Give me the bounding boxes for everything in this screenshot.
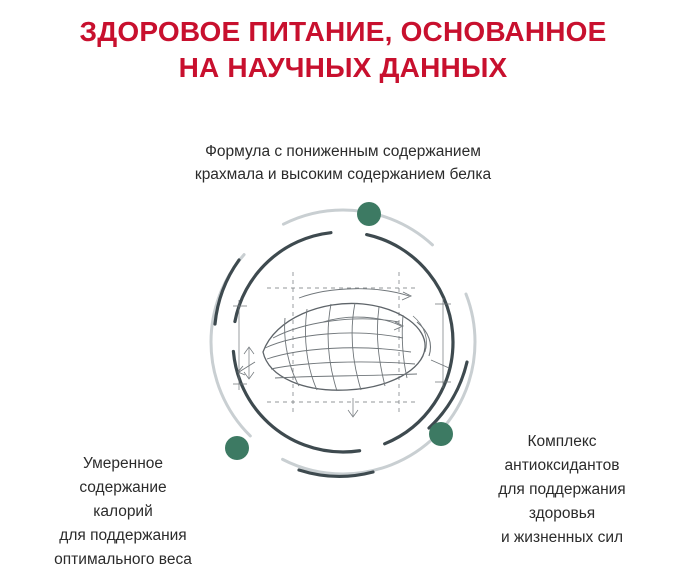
marker-top (357, 202, 381, 226)
caption-left-line-5: оптимального веса (54, 551, 192, 569)
title-line-1: ЗДОРОВОЕ ПИТАНИЕ, ОСНОВАННОЕ (79, 16, 607, 47)
circular-diagram (203, 202, 483, 482)
caption-top (0, 140, 686, 187)
caption-top-line-1: Формула с пониженным содержанием (205, 143, 481, 160)
caption-right (462, 430, 662, 550)
caption-left-line-4: для поддержания (59, 527, 187, 545)
caption-left-line-2: содержание (79, 479, 167, 497)
marker-left (225, 436, 249, 460)
caption-right-line-4: здоровья (528, 505, 596, 523)
title-line-2: НА НАУЧНЫХ ДАННЫХ (178, 51, 508, 83)
caption-left-line-3: калорий (93, 503, 153, 521)
caption-right-line-2: антиоксидантов (504, 457, 620, 475)
inner-ring (233, 232, 453, 452)
caption-right-line-1: Комплекс (527, 433, 597, 450)
caption-top-line-2: крахмала и высоким содержанием белка (194, 166, 492, 184)
marker-right (429, 422, 453, 446)
caption-right-line-5: и жизненных сил (500, 529, 624, 547)
page-title (0, 14, 686, 86)
caption-left (28, 452, 218, 572)
kibble-sketch-icon (233, 272, 451, 417)
caption-left-line-1: Умеренное (82, 455, 164, 472)
caption-right-line-3: для поддержания (498, 481, 626, 499)
